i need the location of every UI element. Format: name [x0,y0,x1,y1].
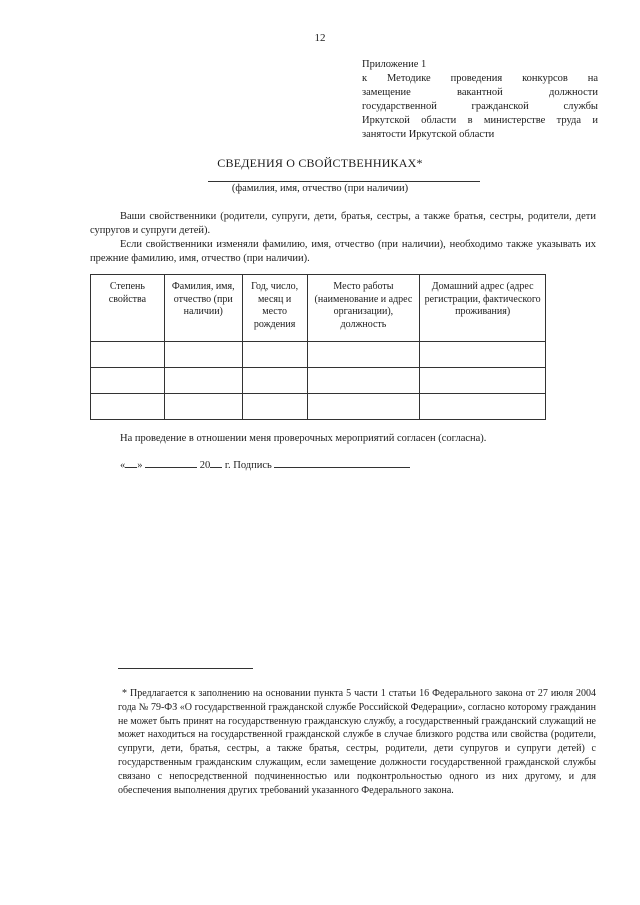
table-cell[interactable] [242,368,307,394]
table-cell[interactable] [164,394,242,420]
footnote-separator [118,668,253,669]
table-cell[interactable] [420,394,546,420]
quote-close: » [137,460,143,471]
page-number: 12 [314,32,326,44]
table-cell[interactable] [307,342,420,368]
document-title: СВЕДЕНИЯ О СВОЙСТВЕННИКАХ* [217,156,423,170]
column-header: Место работы (наименование и адрес организации), должность [307,275,420,342]
year-prefix: 20 [199,460,211,471]
fio-blank-line [208,181,480,182]
paragraph-text: Ваши свойственники (родители, супруги, дети, братья, сестры, а также братья, сестры, родители, дети супругов и супруги детей). [90,211,596,236]
fio-caption: (фамилия, имя, отчество (при наличии) [231,183,409,194]
table-cell[interactable] [307,394,420,420]
day-blank[interactable] [125,458,137,468]
table-cell[interactable] [420,342,546,368]
table-cell[interactable] [420,368,546,394]
table-row [91,368,546,394]
column-header: Степень свойства [91,275,165,342]
signature-label: г. Подпись [224,460,272,471]
paragraph-text: Если свойственники изменяли фамилию, имя, отчество (при наличии), необходимо также указывать их прежние фамилию, имя, отчество (при наличии). [90,239,596,264]
table-row [91,394,546,420]
appendix-line: Иркутской области в министерстве труда и [362,115,598,126]
relatives-table [90,274,546,420]
month-blank[interactable] [145,458,197,468]
appendix-line: замещение вакантной должности [362,87,598,98]
table-cell[interactable] [164,342,242,368]
column-header: Фамилия, имя, отчество (при наличии) [164,275,242,342]
table-cell[interactable] [91,342,165,368]
year-blank[interactable] [210,458,222,468]
consent-statement: На проведение в отношении меня проверочных мероприятий согласен (согласна). [120,433,487,444]
appendix-line: занятости Иркутской области [362,129,495,140]
signature-blank[interactable] [274,458,410,468]
table-row [91,342,546,368]
table-header-row [91,275,546,342]
signature-line [120,458,410,471]
appendix-header [362,58,598,142]
table-cell[interactable] [242,394,307,420]
appendix-line: к Методике проведения конкурсов на [362,73,598,84]
footnote [118,687,596,797]
table-cell[interactable] [91,394,165,420]
table-cell[interactable] [242,342,307,368]
quote-open: « [120,460,126,471]
table-cell[interactable] [164,368,242,394]
appendix-line: государственной гражданской службы [362,101,598,112]
paragraph-relatives [90,210,596,238]
paragraph-name-changes [90,238,596,266]
table-cell[interactable] [307,368,420,394]
column-header: Год, число, месяц и место рождения [242,275,307,342]
column-header: Домашний адрес (адрес регистрации, фактического проживания) [420,275,546,342]
table-cell[interactable] [91,368,165,394]
appendix-line: Приложение 1 [362,59,427,70]
footnote-text: * Предлагается к заполнению на основании пункта 5 части 1 статьи 16 Федерального закона от 27 июля 2004 года № 79-ФЗ «О государственной гражданской службе Российской Федерации», согласно которому гражданин не может быть принят на государственную гражданскую службу, а государственный гражданский служащий не может находиться на государственной гражданской службе в случае близкого родства или свойства (родители, супруги, дети, братья, сестры, а также братья, сестры, родители, дети супругов и супруги детей) с государственным гражданским служащим, если замещение должности государственной гражданской службы связано с непосредственной подчиненностью или подконтрольностью одного из них другому, и для обеспечения выполнения других требований указанного Федерального закона. [118,688,596,796]
